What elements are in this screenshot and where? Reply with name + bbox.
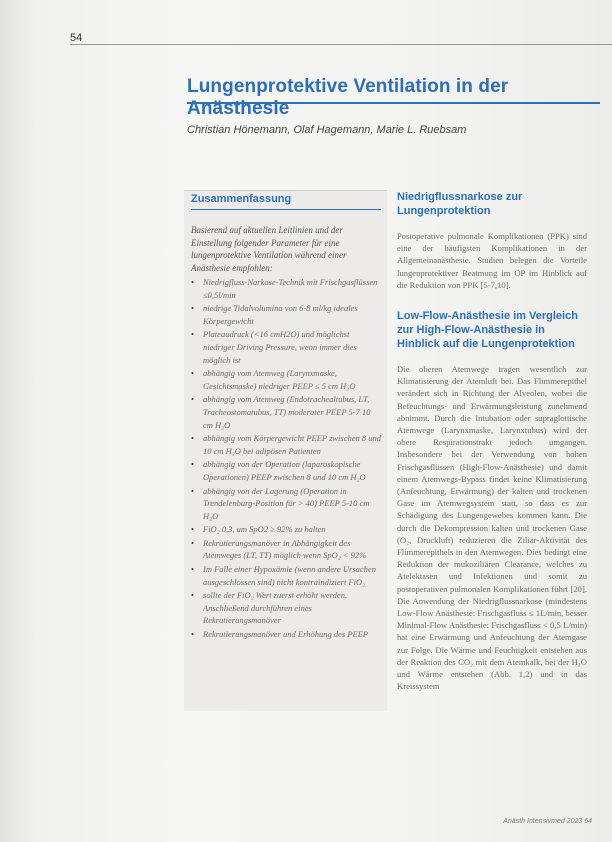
- list-item: • niedrige Tidalvolumina von 6-8 ml/kg ideales Körpergewicht: [191, 302, 381, 327]
- section-heading-comparison: Low-Flow-Anästhesie im Vergleich zur High-Flow-Anästhesie in Hinblick auf die Lungenprotektion: [397, 310, 578, 351]
- list-item: • Im Falle einer Hypoxämie (wenn andere Ursachen ausgeschlossen sind) nicht kontraindiziert FiO₂: [191, 563, 381, 588]
- list-item: • Niedrigfluss-Narkose-Technik mit Frischgasflüssen ≤0,5l/min: [191, 276, 381, 301]
- list-item: • abhängig vom Körpergewicht PEEP zwischen 8 und 10 cm H₂O bei adipösen Patienten: [191, 432, 381, 457]
- list-item: • FiO₂ 0,3, um SpO2 ≥ 92% zu halten: [191, 523, 381, 536]
- right-column: [397, 190, 587, 693]
- summary-heading: Zusammenfassung: [191, 193, 292, 205]
- section-text-low-flow-protection: Postoperative pulmonale Komplikationen (PPK) sind eine der häufigsten Komplikationen in der Allgemeinanästhesie. Studien belegen die Vorteile lungenprotektiver Beatmung im OP im Hinblick auf die Reduktion von PPK [5-7,10].: [397, 231, 587, 290]
- page-number: 54: [70, 32, 83, 44]
- list-item: • abhängig von der Operation (laparoskopische Operationen) PEEP zwischen 8 und 10 cm H₂O: [191, 458, 381, 483]
- section-text-comparison: Die oberen Atemwege tragen wesentlich zur Klimatisierung der Atemluft bei. Das Flimmerepithel verändert sich in Richtung der Alveolen, wobei die Befeuchtungs- und Erwärmungsleistung zunehmend abnimmt. Durch die Intubation oder supraglottische Atemwege (Larynxmaske, Larynxtubus) wird der obere Respirationstrakt jedoch umgangen. Insbesondere bei der Verwendung von hohen Frischgasflüssen (High-Flow-Anästhesie) und damit einem Atemwegs-Bypass findet keine Klimatisierung (Anfeuchtung, Erwärmung) der kalten und trockenen Gase im Atemwegsystem statt, so dass es zur Schädigung des Lungengewebes kommen kann. Die durch die Dekompression kalten und trockenen Gase (O₂, Druckluft) reduzieren die Ziliar-Aktivität des Flimmerepithels in den Atemwegen. Dies bedingt eine Reduktion der mukoziliären Clearance, welches zu Atelektasen und Infektionen und somit zu postoperativen pulmonalen Komplikationen führt [20]. Die Anwendung der Niedrigflussnarkose (mindestens Low-Flow Anästhesie: Frischgasfluss ≤ 1L/min, besser Minimal-Flow Anästhesie: Frischgasfluss < 0,5 L/min) hat eine Erwärmung und Anfeuchtung der Atemgase zur Folge. Die Wärme und Feuchtigkeit entstehen aus der Reaktion des CO₂ mit dem Atemkalk, bei der H₂O und Wärme entstehen (Abb. 1,2) und in das Kreissystem: [397, 364, 587, 692]
- summary-intro: Basierend auf aktuellen Leitlinien und der Einstellung folgender Parameter für eine lungenprotektive Ventilation während einer Anästhesie empfohlen:: [191, 225, 347, 273]
- list-item: • abhängig von der Lagerung (Operation in Trendelenburg-Position für > 40) PEEP 5-10 cm H₂O: [191, 485, 381, 523]
- list-item: • abhängig vom Atemweg (Endotrachealtubus, LT, Tracheostomatubus, TT) moderater PEEP 5-7 10 cm H₂O: [191, 393, 381, 431]
- header-rule: [70, 44, 612, 45]
- footer-note: Anästh Intensivmed 2023 64: [503, 818, 592, 825]
- article-title: Lungenprotektive Ventilation in der Anästhesie: [187, 76, 509, 119]
- list-item: • Plateaudruck (<16 cmH2O) und möglichst niedriger Driving Pressure, wenn immer dies möglich ist: [191, 328, 381, 366]
- summary-rule: [191, 209, 381, 210]
- title-rule: [187, 102, 600, 104]
- section-heading-low-flow-protection: Niedrigflussnarkose zur Lungenprotektion: [397, 191, 523, 217]
- list-item: • Rekrutierungsmanöver in Abhängigkeit des Atemweges (LT, TT) möglich wenn SpO₂ < 92%: [191, 537, 381, 562]
- authors: Christian Hönemann, Olaf Hagemann, Marie L. Ruebsam: [187, 124, 467, 136]
- summary-list: [191, 276, 381, 642]
- list-item: • abhängig vom Atemweg (Larynxmaske, Gesichtsmaske) niedriger PEEP ≤ 5 cm H₂O: [191, 367, 381, 392]
- list-item: • Rekrutierungsmanöver und Erhöhung des PEEP: [191, 628, 381, 641]
- list-item: • sollte der FiO₂ Wert zuerst erhöht werden. Anschließend durchführen eines Rekrutierungsmanöver: [191, 589, 381, 627]
